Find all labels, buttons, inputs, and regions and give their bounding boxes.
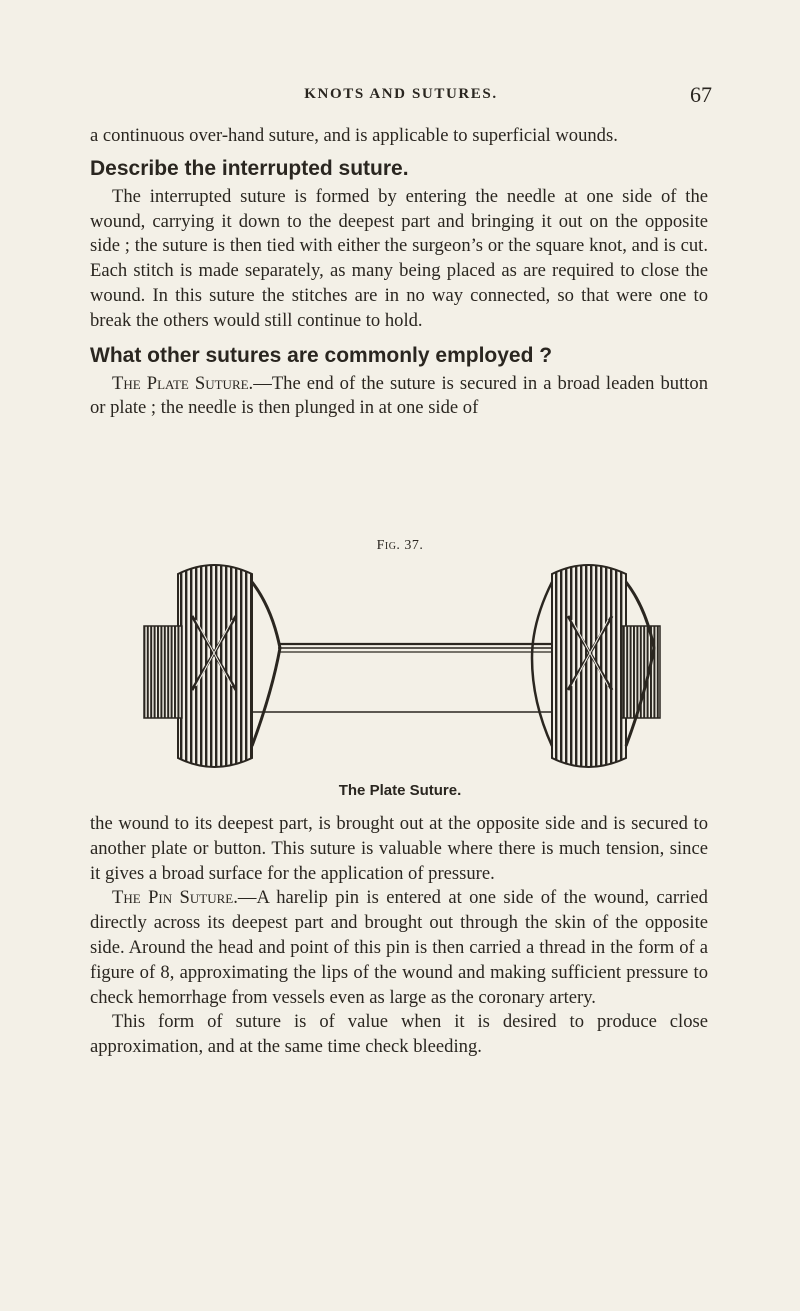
running-head: KNOTS AND SUTURES.	[304, 86, 498, 102]
right-lead-plate	[532, 565, 660, 767]
figure-label: Fig. 37.	[376, 538, 424, 553]
interrupted-suture-paragraph: The interrupted suture is formed by entering the needle at one side of the wound, carrying it down to the deepest part and bringing it out on the opposite side ; the suture is then tied with either the surgeon’s or the square knot, and is cut. Each stitch is made separately, as many being placed as are required to close the wound. In this suture the stitches are in no way connected, so that were one to break the others would still continue to hold.	[90, 185, 708, 331]
page-header	[90, 82, 712, 110]
pin-suture-title: The Pin Suture.	[112, 887, 238, 909]
top-text-block	[90, 124, 708, 421]
heading-other-sutures: What other sutures are commonly employed ?	[90, 343, 553, 367]
pin-suture-value-paragraph: This form of suture is of value when it is desired to produce close approximation, and at the same time check bleeding.	[90, 1011, 708, 1058]
continuation-paragraph: a continuous over-hand suture, and is applicable to superficial wounds.	[90, 125, 618, 146]
left-lead-plate	[144, 565, 280, 767]
plate-suture-paragraph	[90, 372, 708, 422]
pin-suture-text: —A harelip pin is entered at one side of the wound, carried directly across its deepest part and brought out through the skin of the opposite side. Around the head and point of this pin is then carried a thread in the form of a figure of 8, approximating the lips of the wound and making sufficient pressure to check hemorrhage from vessels even as large as the coronary artery.	[90, 887, 708, 1008]
plate-suture-title: The Plate Suture.	[112, 372, 254, 394]
plate-suture-illustration	[140, 562, 680, 772]
pin-suture-paragraph	[90, 886, 708, 1010]
heading-interrupted-suture: Describe the interrupted suture.	[90, 156, 409, 180]
figure-caption: The Plate Suture.	[338, 782, 462, 799]
plate-suture-text: —The end of the suture is secured in a broad leaden button or plate ; the needle is then plunged in at one side of	[90, 372, 708, 419]
plate-suture-continuation: the wound to its deepest part, is brought out at the opposite side and is secured to another plate or button. This suture is valuable where there is much tension, since it gives a broad surface for the application of pressure.	[90, 813, 708, 884]
bottom-text-block	[90, 812, 708, 1060]
suture-threads	[252, 644, 552, 712]
page-number: 67	[690, 82, 712, 107]
